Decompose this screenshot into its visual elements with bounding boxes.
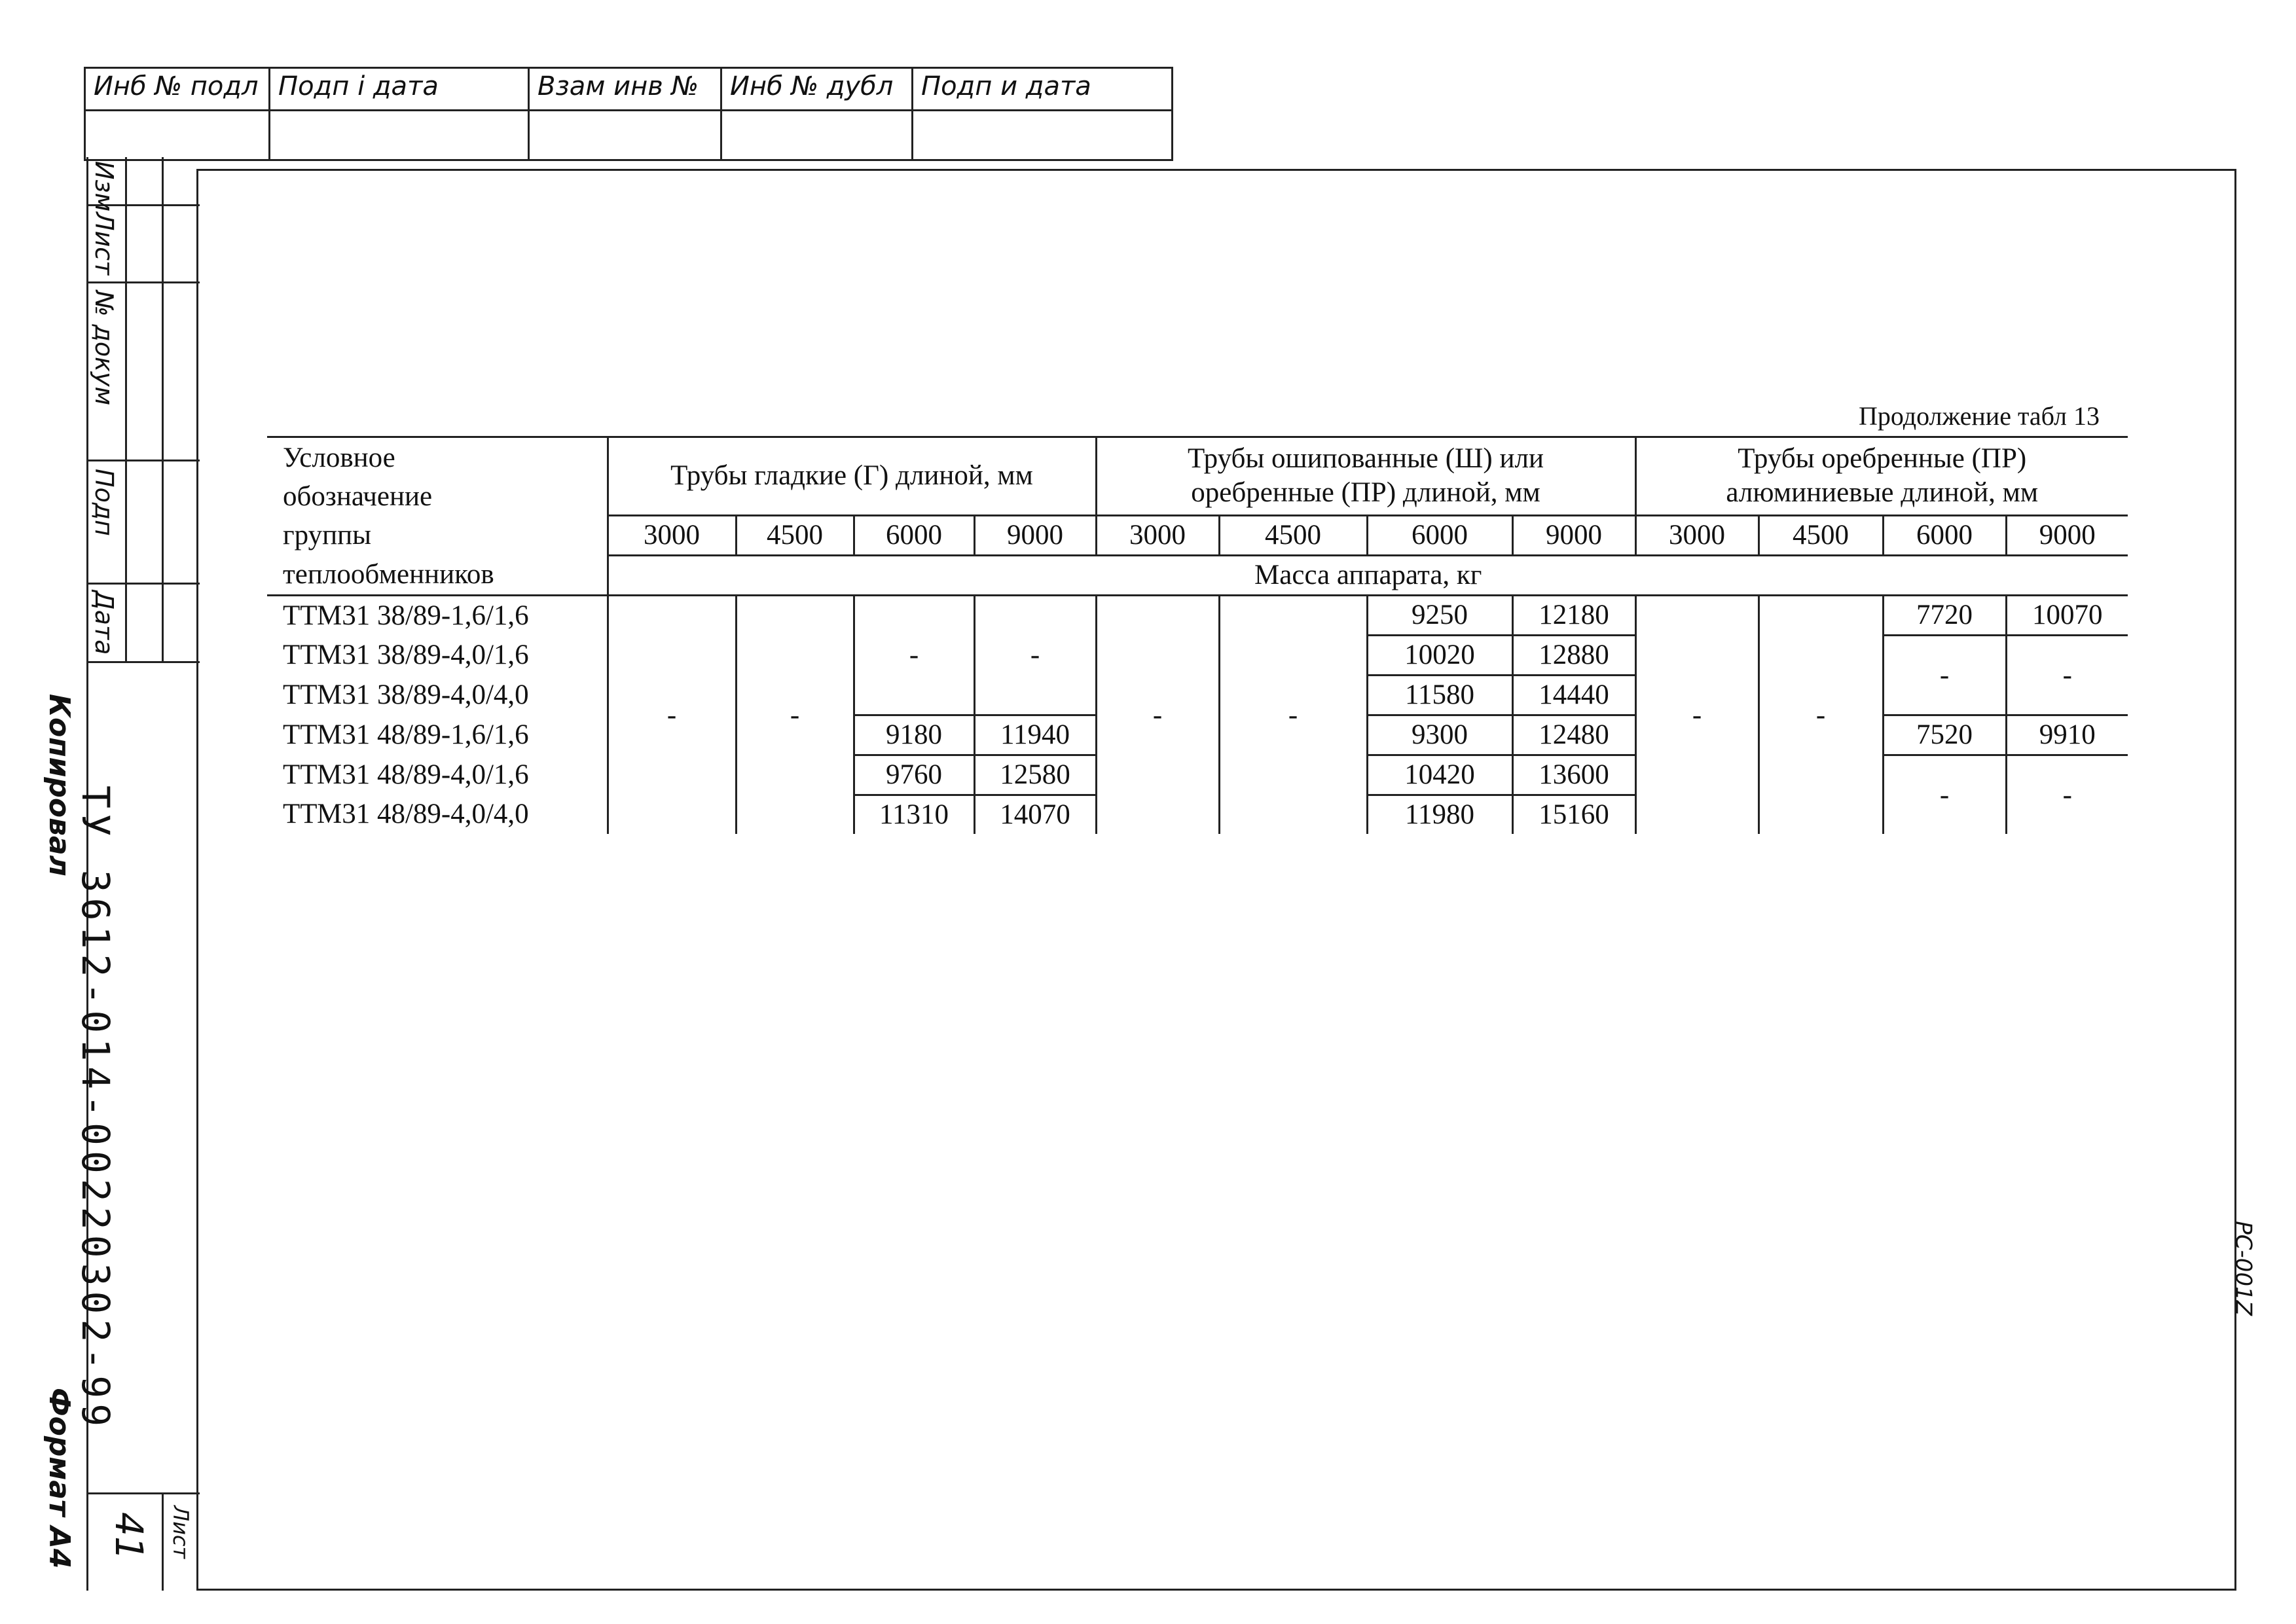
kopiroval-label: Копировал [43, 694, 76, 876]
cell-value: 15160 [1512, 795, 1635, 834]
cell-dash: - [854, 595, 974, 715]
stamp-label-izm: Изм [90, 161, 118, 212]
cell-dash: - [1883, 755, 2006, 834]
col-group-label: Трубы ошипованные (Ш) или [1188, 443, 1544, 475]
left-stamp-hline [88, 583, 200, 585]
row-name: ТТМ31 48/89-1,6/1,6 [267, 715, 608, 755]
cell-value: 11310 [854, 795, 974, 834]
cell-value: 7520 [1883, 715, 2006, 755]
stamp-label: Инб № подл [94, 71, 259, 101]
row-name: ТТМ31 38/89-4,0/1,6 [267, 635, 608, 675]
corner-code: РС-001Z [2231, 1221, 2257, 1316]
cell-value: 9180 [854, 715, 974, 755]
list-number: 41 [107, 1512, 151, 1561]
stamp-label-data: Дата [90, 590, 118, 655]
stamp-label-podp: Подп [90, 469, 118, 536]
col-group-label: алюминиевые длиной, мм [1726, 477, 2039, 509]
length-cell: 4500 [736, 515, 854, 555]
row-name: ТТМ31 38/89-4,0/4,0 [267, 675, 608, 715]
cell-value: 12180 [1512, 595, 1635, 635]
group-header-line-4: теплообменников [267, 555, 608, 595]
stamp-cell-podp-data [270, 69, 530, 159]
cell-value: 12880 [1512, 635, 1635, 675]
col-group-header-g [608, 437, 1096, 516]
length-cell: 3000 [608, 515, 736, 555]
cell-value: 7720 [1883, 595, 2006, 635]
page-frame [196, 169, 2236, 1591]
row-name: ТТМ31 48/89-4,0/4,0 [267, 795, 608, 834]
group-header-line-2: обозначение [267, 477, 608, 515]
length-cell: 4500 [1758, 515, 1883, 555]
document-designation: ТУ 3612-014-00220302-99 [73, 785, 118, 1432]
length-cell: 9000 [2006, 515, 2128, 555]
left-stamp-hline [88, 1492, 200, 1494]
col-group-label: Трубы оребренные (ПР) [1738, 443, 2027, 475]
cell-dash: - [1219, 595, 1367, 834]
format-label: Формат А4 [43, 1388, 76, 1569]
col-group-label: оребренные (ПР) длиной, мм [1191, 477, 1540, 509]
cell-value: 14440 [1512, 675, 1635, 715]
cell-value: 10070 [2006, 595, 2128, 635]
stamp-label-doc: № докум [90, 291, 118, 406]
length-cell: 3000 [1635, 515, 1758, 555]
cell-dash: - [974, 595, 1096, 715]
stamp-label-list: Лист [90, 212, 118, 276]
stamp-label: Подп і дата [278, 71, 439, 101]
cell-value: 11940 [974, 715, 1096, 755]
cell-dash: - [1883, 635, 2006, 715]
length-cell: 6000 [1367, 515, 1512, 555]
table-caption: Продолжение табл 13 [1859, 401, 2100, 431]
col-group-header-pr [1635, 437, 2128, 516]
left-stamp-vline [162, 1492, 164, 1591]
cell-dash: - [2006, 755, 2128, 834]
stamp-label: Подп и дата [921, 71, 1091, 101]
col-group-label: Трубы гладкие (Г) длиной, мм [670, 460, 1033, 492]
top-stamp [84, 67, 1173, 161]
left-stamp-hline [88, 460, 200, 461]
cell-value: 9760 [854, 755, 974, 795]
left-stamp-hline [88, 281, 200, 283]
stamp-label: Инб № дубл [730, 71, 894, 101]
group-header-line-1: Условное [267, 437, 608, 478]
cell-dash: - [1635, 595, 1758, 834]
table-header-row [267, 437, 2128, 478]
mass-header-row [267, 555, 2128, 595]
row-name: ТТМ31 38/89-1,6/1,6 [267, 595, 608, 635]
cell-dash: - [1758, 595, 1883, 834]
cell-value: 11980 [1367, 795, 1512, 834]
group-header-line-3: группы [267, 515, 608, 555]
cell-dash: - [1096, 595, 1219, 834]
cell-value: 14070 [974, 795, 1096, 834]
length-cell: 4500 [1219, 515, 1367, 555]
table-row [267, 595, 2128, 635]
col-group-header-sh [1096, 437, 1635, 516]
cell-dash: - [608, 595, 736, 834]
left-stamp-vline [125, 157, 127, 661]
cell-value: 13600 [1512, 755, 1635, 795]
length-cell: 9000 [974, 515, 1096, 555]
cell-value: 10420 [1367, 755, 1512, 795]
length-cell: 3000 [1096, 515, 1219, 555]
left-stamp-hline [88, 661, 200, 663]
cell-value: 12480 [1512, 715, 1635, 755]
mass-header: Масса аппарата, кг [608, 555, 2128, 595]
cell-value: 11580 [1367, 675, 1512, 715]
cell-value: 10020 [1367, 635, 1512, 675]
cell-value: 12580 [974, 755, 1096, 795]
stamp-cell-vzam-inv [530, 69, 722, 159]
stamp-label: Взам инв № [538, 71, 699, 101]
lengths-row [267, 515, 2128, 555]
cell-dash: - [2006, 635, 2128, 715]
cell-dash: - [736, 595, 854, 834]
cell-value: 9910 [2006, 715, 2128, 755]
left-stamp-vline [162, 157, 164, 661]
stamp-cell-inv-dubl [722, 69, 913, 159]
row-name: ТТМ31 48/89-4,0/1,6 [267, 755, 608, 795]
stamp-cell-podp-data-2 [913, 69, 1171, 159]
mass-table [267, 436, 2128, 834]
list-label: Лист [168, 1506, 193, 1559]
length-cell: 6000 [854, 515, 974, 555]
length-cell: 9000 [1512, 515, 1635, 555]
length-cell: 6000 [1883, 515, 2006, 555]
cell-value: 9250 [1367, 595, 1512, 635]
stamp-cell-inv-podl [86, 69, 270, 159]
cell-value: 9300 [1367, 715, 1512, 755]
